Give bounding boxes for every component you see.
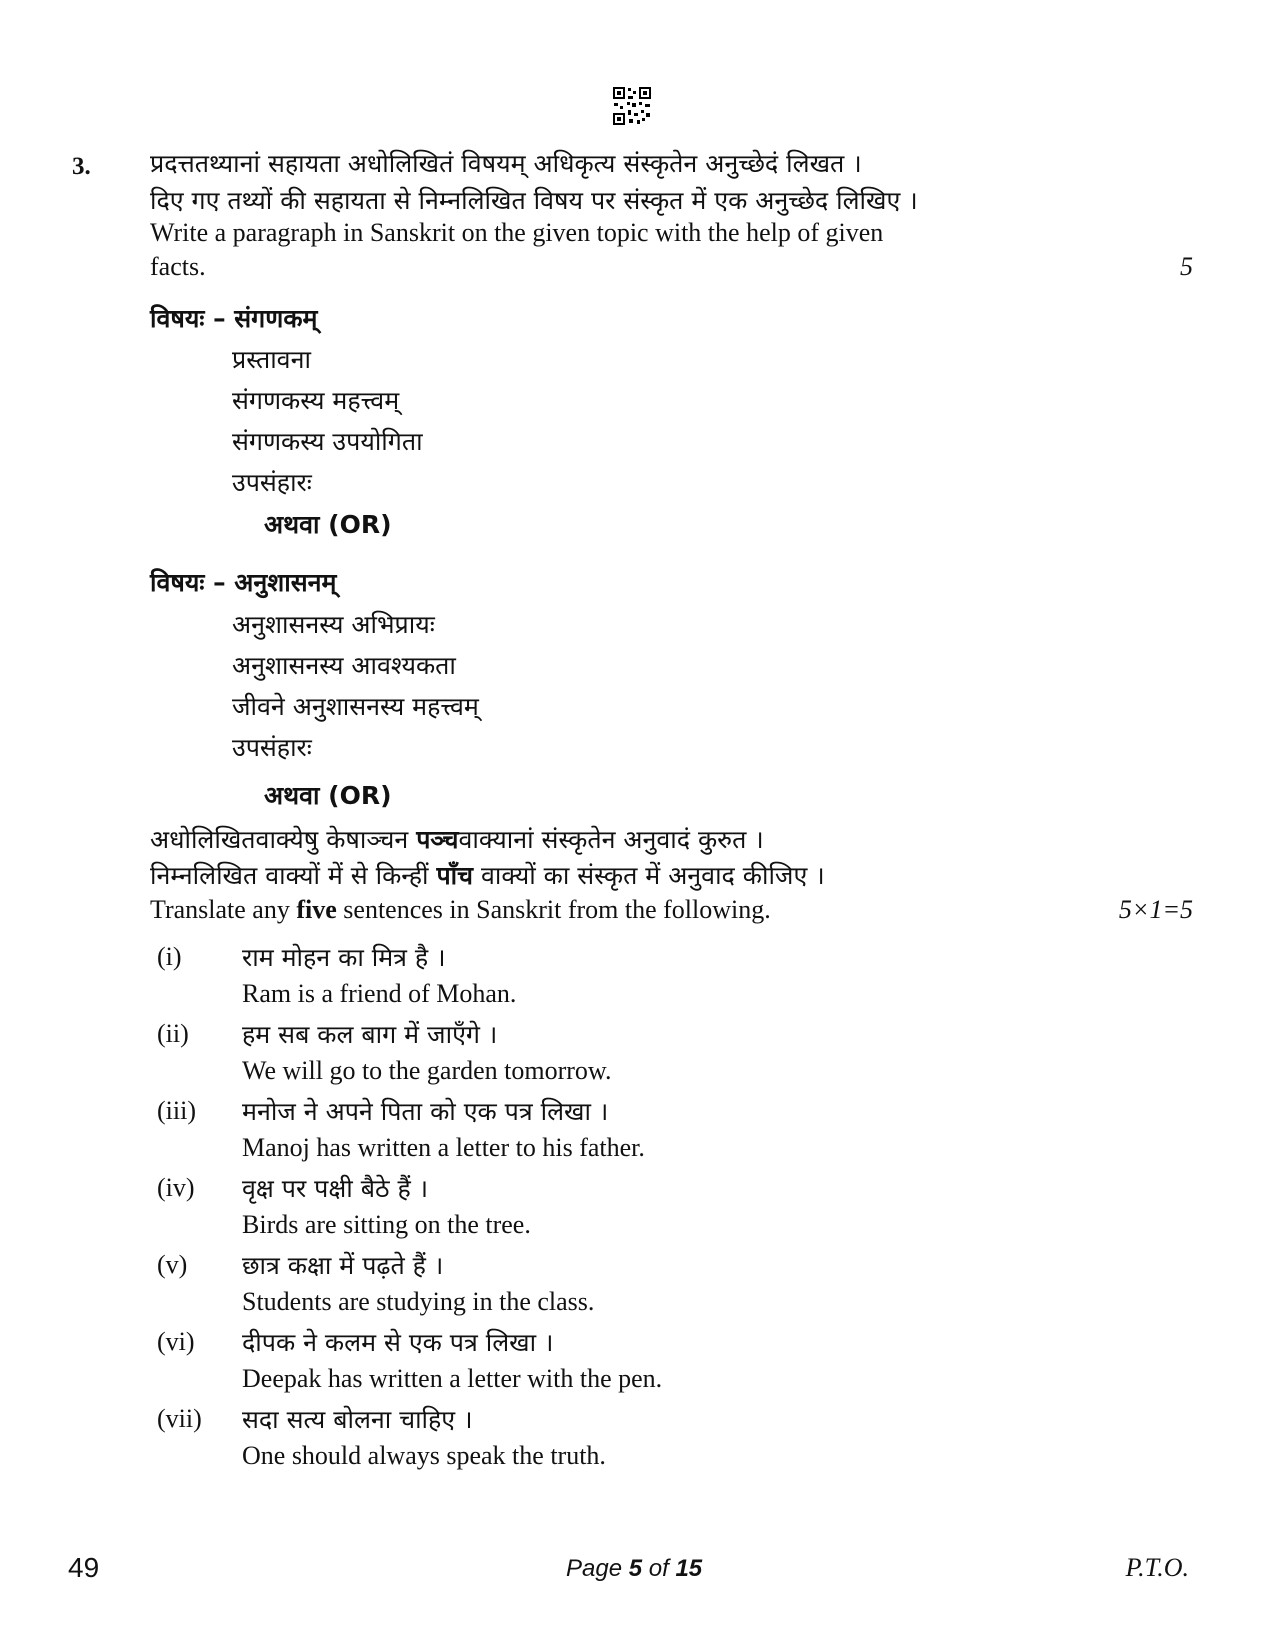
topic1-point: प्रस्तावना <box>232 345 311 374</box>
emphasis-count: पाँच <box>436 861 474 890</box>
text-segment: वाक्यानां संस्कृतेन अनुवादं कुरुत । <box>458 825 764 854</box>
sentence-english: Deepak has written a letter with the pen. <box>242 1364 663 1393</box>
sentence-label: (ii) <box>157 1019 189 1048</box>
sentence-label: (vii) <box>157 1404 202 1433</box>
sentence-english: One should always speak the truth. <box>242 1441 606 1470</box>
sentence-hindi: दीपक ने कलम से एक पत्र लिखा । <box>242 1328 554 1357</box>
text-segment: वाक्यों का संस्कृत में अनुवाद कीजिए । <box>473 861 825 890</box>
topic1-point: उपसंहारः <box>232 468 312 497</box>
translate-instruction-hindi <box>150 858 825 892</box>
sentence-label: (iii) <box>157 1096 196 1125</box>
topic1-label: विषयः – संगणकम् <box>150 304 318 333</box>
text-segment: निम्नलिखित वाक्यों में से किन्हीं <box>150 861 437 890</box>
sentence-english: We will go to the garden tomorrow. <box>242 1056 612 1085</box>
instruction-english-line2: facts. <box>150 252 206 281</box>
sentence-label: (v) <box>157 1250 188 1279</box>
paper-code: 49 <box>68 1552 100 1583</box>
translate-marks: 5×1=5 <box>1118 895 1193 924</box>
topic2-point: अनुशासनस्य आवश्यकता <box>232 651 456 680</box>
question-marks: 5 <box>1180 252 1193 281</box>
or-separator-2: अथवा (OR) <box>264 781 392 810</box>
sentence-english: Ram is a friend of Mohan. <box>242 979 517 1008</box>
sentence-hindi: छात्र कक्षा में पढ़ते हैं । <box>242 1251 444 1280</box>
translate-instruction-english <box>150 895 771 925</box>
page-word: Page <box>566 1555 629 1582</box>
sentence-english: Students are studying in the class. <box>242 1287 595 1316</box>
sentence-label: (vi) <box>157 1327 195 1356</box>
sentence-hindi: सदा सत्य बोलना चाहिए । <box>242 1405 473 1434</box>
topic1-point: संगणकस्य उपयोगिता <box>232 427 423 456</box>
page-number: 5 <box>628 1555 643 1582</box>
pto-marker: P.T.O. <box>1125 1553 1189 1582</box>
instruction-sanskrit: प्रदत्ततथ्यानां सहायता अधोलिखितं विषयम् अधिकृत्य संस्कृतेन अनुच्छेदं लिखत । <box>150 149 862 178</box>
qr-code-icon <box>612 86 652 126</box>
instruction-english-line1: Write a paragraph in Sanskrit on the given topic with the help of given <box>150 218 884 247</box>
sentence-english: Birds are sitting on the tree. <box>242 1210 531 1239</box>
topic1-point: संगणकस्य महत्त्वम् <box>232 386 400 415</box>
topic2-point: अनुशासनस्य अभिप्रायः <box>232 610 435 639</box>
emphasis-count: पञ्च <box>416 825 459 854</box>
topic2-point: जीवने अनुशासनस्य महत्त्वम् <box>232 692 479 721</box>
text-segment: अधोलिखितवाक्येषु केषाञ्चन <box>150 825 417 854</box>
translate-instruction-sanskrit <box>150 822 764 856</box>
sentence-hindi: हम सब कल बाग में जाएँगे । <box>242 1020 498 1049</box>
page-indicator <box>566 1555 702 1583</box>
sentence-hindi: वृक्ष पर पक्षी बैठे हैं । <box>242 1174 429 1203</box>
emphasis-count: five <box>296 895 337 924</box>
question-number: 3. <box>72 153 91 180</box>
sentence-hindi: मनोज ने अपने पिता को एक पत्र लिखा । <box>242 1097 609 1126</box>
sentence-label: (iv) <box>157 1173 195 1202</box>
text-segment: Translate any <box>150 895 297 924</box>
page-of: of <box>642 1555 676 1582</box>
sentence-label: (i) <box>157 942 182 971</box>
text-segment: sentences in Sanskrit from the following. <box>336 895 771 924</box>
topic2-point: उपसंहारः <box>232 733 312 762</box>
sentence-english: Manoj has written a letter to his father. <box>242 1133 645 1162</box>
instruction-hindi: दिए गए तथ्यों की सहायता से निम्नलिखित विषय पर संस्कृत में एक अनुच्छेद लिखिए । <box>150 186 918 215</box>
topic2-label: विषयः – अनुशासनम् <box>150 568 337 597</box>
or-separator-1: अथवा (OR) <box>264 510 392 539</box>
page-total: 15 <box>675 1555 703 1582</box>
sentence-hindi: राम मोहन का मित्र है । <box>242 943 446 972</box>
